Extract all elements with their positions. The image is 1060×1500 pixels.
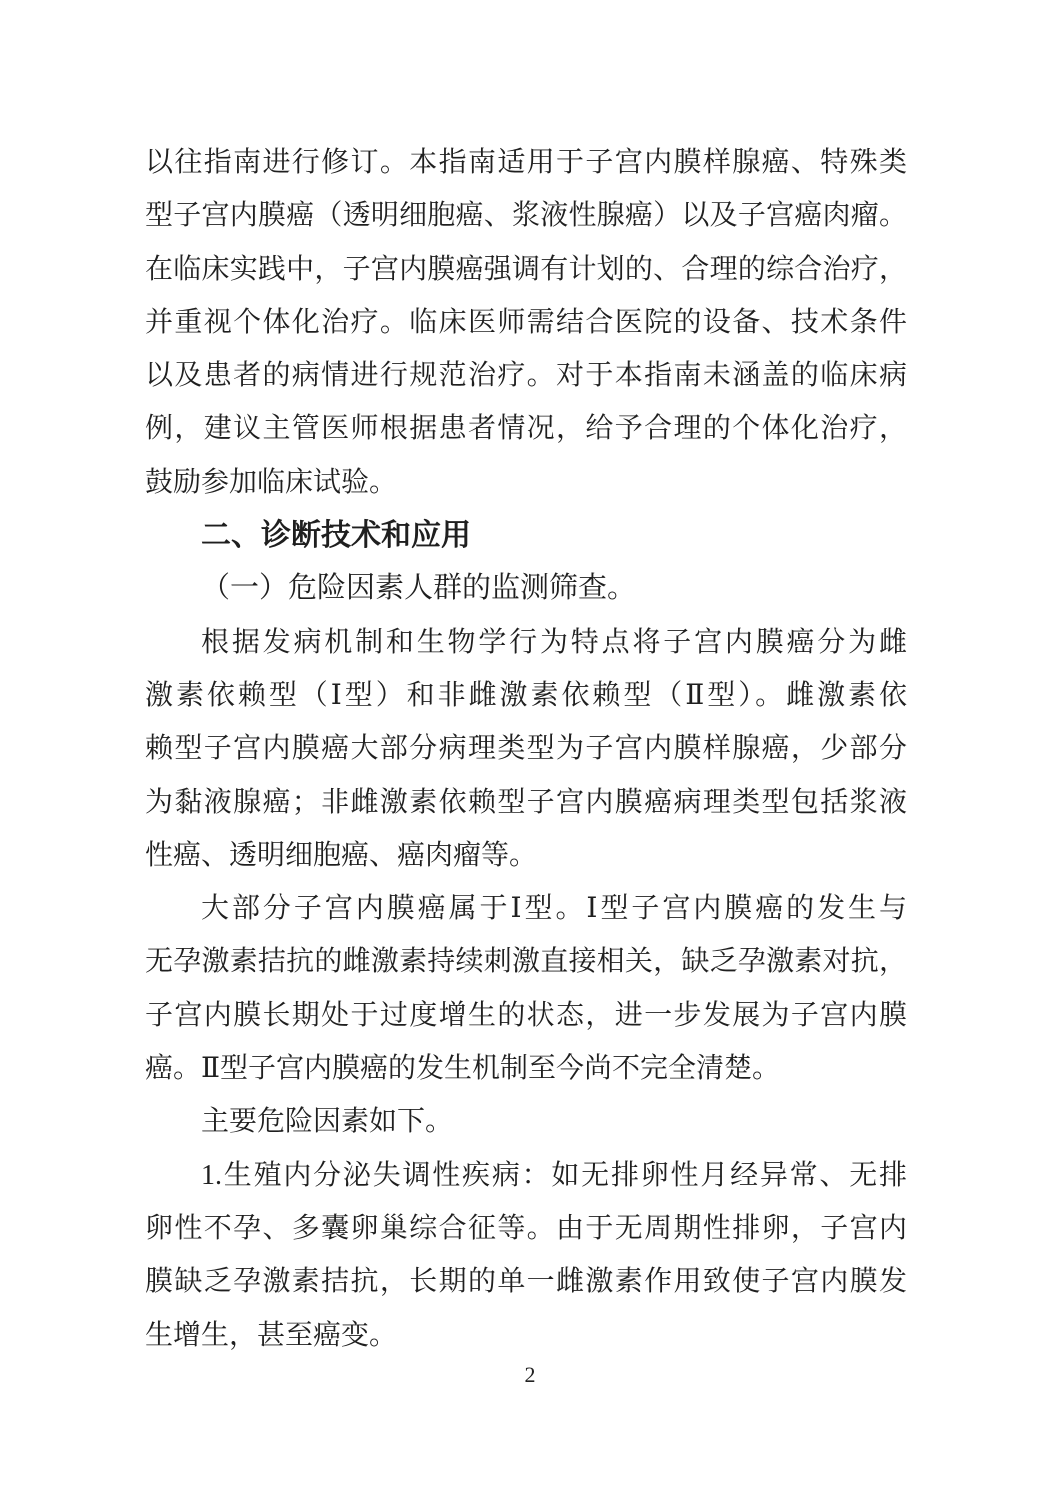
text-line: 赖型子宫内膜癌大部分病理类型为子宫内膜样腺癌，少部分 [145,733,907,765]
text-line: 无孕激素拮抗的雌激素持续刺激直接相关，缺乏孕激素对抗， [145,946,907,978]
text-line: 以往指南进行修订。本指南适用于子宫内膜样腺癌、特殊类 [145,147,907,178]
text-line: 1.生殖内分泌失调性疾病：如无排卵性月经异常、无排 [201,1159,907,1191]
text-line: 在临床实践中，子宫内膜癌强调有计划的、合理的综合治疗， [145,253,907,285]
text-line: 为黏液腺癌；非雌激素依赖型子宫内膜癌病理类型包括浆液 [145,786,907,818]
text-line: 根据发病机制和生物学行为特点将子宫内膜癌分为雌 [201,626,907,658]
text-line: 例，建议主管医师根据患者情况，给予合理的个体化治疗， [145,413,907,445]
text-line: 并重视个体化治疗。临床医师需结合医院的设备、技术条件 [145,306,907,338]
text-line: 激素依赖型（Ⅰ型）和非雌激素依赖型（Ⅱ型）。雌激素依 [145,679,907,711]
text-line: 主要危险因素如下。 [201,1106,454,1138]
text-line: 生增生，甚至癌变。 [145,1319,398,1351]
text-line: 性癌、透明细胞癌、癌肉瘤等。 [145,839,538,871]
page-number: 2 [524,1362,536,1387]
text-line: 膜缺乏孕激素拮抗，长期的单一雌激素作用致使子宫内膜发 [145,1266,907,1298]
text-line: 癌。Ⅱ型子宫内膜癌的发生机制至今尚不完全清楚。 [145,1053,781,1085]
document-body [145,136,907,1362]
text-line: 以及患者的病情进行规范治疗。对于本指南未涵盖的临床病 [145,360,907,392]
text-line: 卵性不孕、多囊卵巢综合征等。由于无周期性排卵，子宫内 [145,1212,907,1244]
text-line: 子宫内膜长期处于过度增生的状态，进一步发展为子宫内膜 [145,999,907,1031]
text-line: 鼓励参加临床试验。 [145,466,398,498]
text-line: 大部分子宫内膜癌属于Ⅰ型。Ⅰ型子宫内膜癌的发生与 [201,893,907,925]
text-line: 型子宫内膜癌（透明细胞癌、浆液性腺癌）以及子宫癌肉瘤。 [145,200,907,232]
subsection-heading: （一）危险因素人群的监测筛查。 [201,572,637,605]
section-heading: 二、诊断技术和应用 [201,519,471,553]
